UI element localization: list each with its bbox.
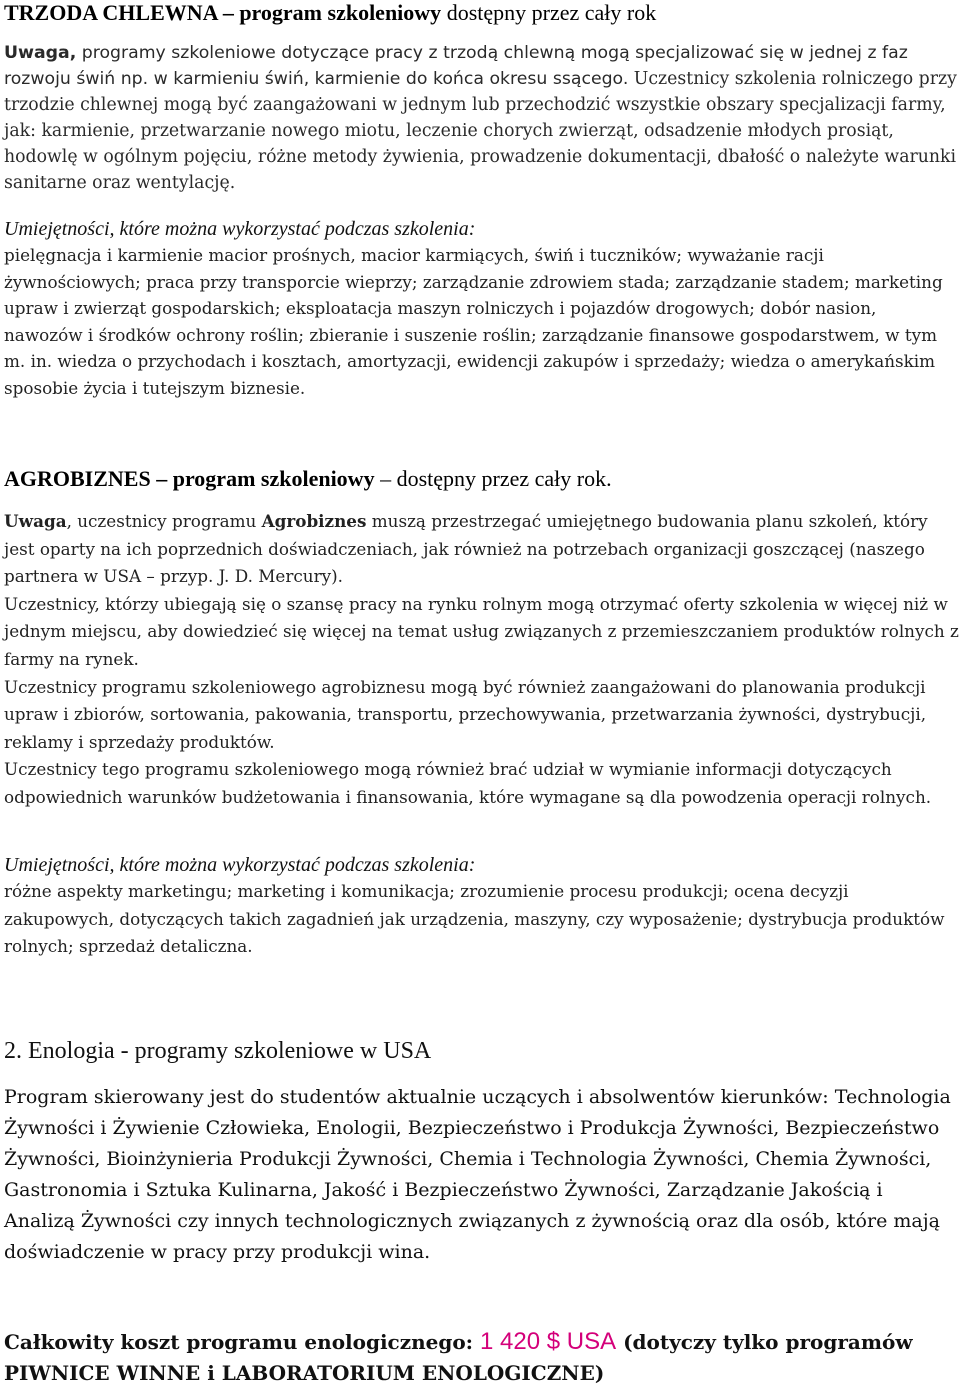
section2-note-text-2: muszą przestrzegać umiejętnego budowania planu szkoleń, który jest oparty na ich poprzednich doświadczeniach, jak również na potrzebach organizacji goszczącej (naszego partnera w USA – przyp. J. D. Mercury). (4, 511, 928, 587)
cost-label: Całkowity koszt programu enologicznego: (4, 1330, 481, 1354)
section1-description: Uczestnicy szkolenia rolniczego przy trzodzie chlewnej mogą być zaangażowani w jednym lub przechodzić wszystkie obszary specjalizacji farmy, jak: karmienie, przetwarzanie nowego miotu, leczenie chorych zwierząt, odsadzenie młodych prosiąt, hodowlę w ogólnym pojęciu, różne metody żywienia, prowadzenie dokumentacji, dbałość o należyte warunki sanitarne oraz wentylację. (4, 69, 957, 193)
section2-skills (4, 852, 959, 961)
section1-note-label: Uwaga, (4, 43, 77, 63)
section2-paragraph-2: Uczestnicy, którzy ubiegają się o szansę pracy na rynku rolnym mogą otrzymać oferty szkolenia w więcej niż w jednym miejscu, aby dowiedzieć się więcej na temat usług związanych z przemieszczaniem produktów rolnych z farmy na rynek. (4, 593, 959, 669)
section2-paragraph-3: Uczestnicy programu szkoleniowego agrobiznesu mogą być również zaangażowani do planowania produkcji upraw i zbiorów, sortowania, pakowania, transportu, przechowywania, przetwarzania żywności, dystrybucji, reklamy i sprzedaży produktów. (4, 676, 927, 752)
section2-paragraph-4: Uczestnicy tego programu szkoleniowego mogą również brać udział w wymianie informacji dotyczących odpowiednich warunków budżetowania i finansowania, które wymagane są dla powodzenia operacji rolnych. (4, 759, 932, 807)
section1-intro (4, 40, 959, 196)
section3-text: Program skierowany jest do studentów aktualnie uczących i absolwentów kierunków: Technologia Żywności i Żywienie Człowieka, Enologii, Bezpieczeństwo i Produkcja Żywności, Bezpieczeństwo Żywności, Bioinżynieria Produkcji Żywności, Chemia i Technologia Żywności, Chemia Żywności, Gastronomia i Sztuka Kulinarna, Jakość i Bezpieczeństwo Żywności, Zarządzanie Jakością i Analizą Żywności czy innych technologicznych związanych z żywnością oraz dla osób, które mają doświadczenie w pracy przy produkcji wina. (4, 1086, 951, 1263)
section2-skills-title: Umiejętności, które można wykorzystać podczas szkolenia: (4, 854, 476, 876)
cost-line (4, 1326, 959, 1389)
section2-note-label: Uwaga (4, 511, 67, 531)
section2-heading-rest: – dostępny przez cały rok. (374, 466, 612, 491)
section1-skills-text: pielęgnacja i karmienie macior prośnych, macior karmiących, świń i tuczników; wyważanie racji żywnościowych; praca przy transporcie wieprzy; zarządzanie zdrowiem stada; zarządzanie stadem; marketing upraw i zwierząt gospodarskich; eksploatacja maszyn rolniczych i pojazdów drogowych; dobór nasion, nawozów i środków ochrony roślin; zbieranie i suszenie roślin; zarządzanie finansowe gospodarstwem, w tym m. in. wiedza o przychodach i kosztach, amortyzacji, ewidencji zakupów i sprzedaży; wiedza o amerykańskim sposobie życia i tutejszym biznesie. (4, 245, 943, 398)
section2-body (4, 508, 959, 812)
cost-value: 1 420 $ USA (480, 1328, 617, 1355)
cost-note: (dotyczy tylko programów PIWNICE WINNE i LABORATORIUM ENOLOGICZNE) (4, 1330, 913, 1385)
section2-heading-bold: AGROBIZNES – program szkoleniowy (4, 466, 375, 491)
section2-note-program: Agrobiznes (261, 511, 367, 531)
section3-heading: 2. Enologia - programy szkoleniowe w USA (4, 1038, 432, 1064)
section1-note-text: programy szkoleniowe dotyczące pracy z trzodą chlewną mogą specjalizować się w jednej z faz rozwoju świń np. w karmieniu świń, karmienie do końca okresu ssącego. (4, 43, 908, 89)
section1-heading-bold: TRZODA CHLEWNA – program szkoleniowy (4, 0, 442, 25)
section1-skills-title: Umiejętności, które można wykorzystać podczas szkolenia: (4, 218, 476, 240)
section2-heading (4, 465, 612, 493)
section2-skills-text: różne aspekty marketingu; marketing i komunikacja; zrozumienie procesu produkcji; ocena decyzji zakupowych, dotyczących takich zagadnień jak urządzenia, maszyny, czy wyposażenie; dystrybucja produktów rolnych; sprzedaż detaliczna. (4, 881, 945, 956)
section2-note (4, 508, 959, 591)
section1-skills (4, 216, 959, 401)
section1-heading (4, 0, 656, 26)
section2-note-text-1: , uczestnicy programu (66, 511, 262, 531)
section1-heading-rest: dostępny przez cały rok (441, 0, 657, 25)
